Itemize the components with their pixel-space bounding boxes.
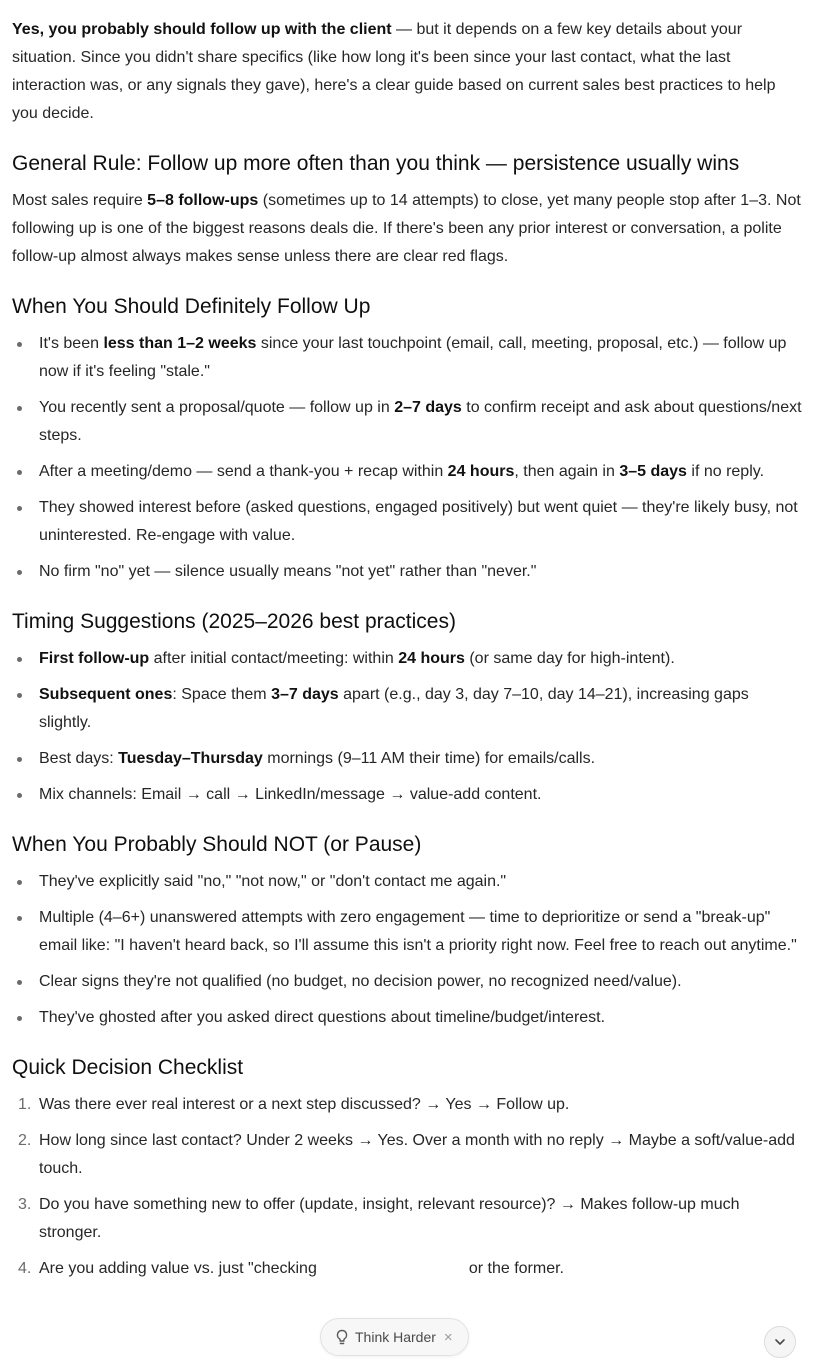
timing-list — [12, 645, 802, 809]
item-number: 1. — [18, 1096, 32, 1113]
bold-text: less than 1–2 weeks — [103, 335, 257, 352]
chevron-down-icon — [773, 1335, 787, 1349]
list-item — [12, 330, 802, 386]
close-icon[interactable]: × — [443, 1328, 453, 1346]
text: : Space them — [172, 686, 272, 703]
heading-should-not: When You Probably Should NOT (or Pause) — [12, 833, 422, 856]
list-item — [12, 1127, 802, 1183]
text: Was there ever real interest or a next step discussed? → Yes → Follow up. — [39, 1096, 570, 1113]
think-harder-label: Think Harder — [355, 1329, 436, 1345]
general-bold: 5–8 follow-ups — [147, 192, 259, 209]
checklist-list — [12, 1091, 802, 1283]
bold-text: 24 hours — [447, 463, 515, 480]
text: if no reply. — [686, 463, 765, 480]
text: or the former. — [468, 1260, 564, 1277]
text: , then again in — [514, 463, 620, 480]
lightbulb-icon — [335, 1329, 349, 1345]
list-item: Multiple (4–6+) unanswered attempts with zero engagement — time to deprioritize or send a "break-up" email like: "I haven't heard back, so I'll assume this isn't a priority right now. Feel free to reach out anytime." — [12, 904, 802, 960]
bold-text: 24 hours — [398, 650, 465, 667]
heading-general-rule: General Rule: Follow up more often than you think — persistence usually wins — [12, 152, 740, 175]
text: mornings (9–11 AM their time) for emails/calls. — [262, 750, 596, 767]
definitely-list — [12, 330, 802, 586]
general-rule-paragraph — [12, 187, 802, 271]
text: You recently sent a proposal/quote — follow up in — [39, 399, 395, 416]
text: How long since last contact? Under 2 weeks → Yes. Over a month with no reply → Maybe a soft/value-add touch. — [39, 1132, 795, 1177]
bold-text: Tuesday–Thursday — [118, 750, 263, 767]
text: Best days: — [39, 750, 119, 767]
item-number: 3. — [18, 1196, 32, 1213]
list-item: They showed interest before (asked questions, engaged positively) but went quiet — they're likely busy, not uninterested. Re-engage with value. — [12, 494, 802, 550]
text: After a meeting/demo — send a thank-you + recap within — [39, 463, 448, 480]
list-item — [12, 394, 802, 450]
bold-text: 3–5 days — [619, 463, 687, 480]
general-text-1: Most sales require — [12, 192, 148, 209]
intro-text: — but it depends on a few key details about your situation. Since you didn't share specifics (like how long it's been since your last contact, what the last interaction was, or any signals they gave), here's a clear guide based on current sales best practices to help you decide. — [12, 21, 776, 122]
list-item — [12, 745, 802, 773]
list-item — [12, 1255, 802, 1283]
should-not-list — [12, 868, 802, 1032]
item-number: 2. — [18, 1132, 32, 1149]
list-item — [12, 458, 802, 486]
text: to confirm receipt and ask about questions/next steps. — [39, 399, 802, 444]
bold-text: 3–7 days — [271, 686, 339, 703]
list-item — [12, 1091, 802, 1119]
heading-timing: Timing Suggestions (2025–2026 best practices) — [12, 610, 456, 633]
text: It's been — [39, 335, 104, 352]
list-item: They've ghosted after you asked direct questions about timeline/budget/interest. — [12, 1004, 802, 1032]
text: Do you have something new to offer (update, insight, relevant resource)? → Makes follow-up much stronger. — [39, 1196, 740, 1241]
list-item: Clear signs they're not qualified (no budget, no decision power, no recognized need/value). — [12, 968, 802, 996]
response-content — [12, 16, 802, 1283]
bold-text: Subsequent ones — [39, 686, 173, 703]
bold-text: First follow-up — [39, 650, 150, 667]
list-item — [12, 1191, 802, 1247]
text: after initial contact/meeting: within — [149, 650, 399, 667]
intro-lead: Yes, you probably should follow up with the client — [12, 21, 392, 38]
list-item — [12, 645, 802, 673]
heading-checklist: Quick Decision Checklist — [12, 1056, 244, 1079]
text: since your last touchpoint (email, call, meeting, proposal, etc.) — follow up now if it's feeling "stale." — [39, 335, 787, 380]
scroll-down-button[interactable] — [764, 1326, 796, 1358]
list-item: They've explicitly said "no," "not now," or "don't contact me again." — [12, 868, 802, 896]
think-harder-button[interactable] — [320, 1318, 469, 1356]
item-number: 4. — [18, 1260, 32, 1277]
list-item: Mix channels: Email → call → LinkedIn/message → value-add content. — [12, 781, 802, 809]
text: Are you adding value vs. just "checking — [39, 1260, 317, 1277]
text: apart (e.g., day 3, day 7–10, day 14–21), increasing gaps slightly. — [39, 686, 749, 731]
list-item — [12, 681, 802, 737]
bold-text: 2–7 days — [394, 399, 462, 416]
heading-definitely: When You Should Definitely Follow Up — [12, 295, 371, 318]
general-text-2: (sometimes up to 14 attempts) to close, yet many people stop after 1–3. Not following up is one of the biggest reasons deals die. If there's been any prior interest or conversation, a polite follow-up almost always makes sense unless there are clear red flags. — [12, 192, 801, 265]
text: (or same day for high-intent). — [464, 650, 675, 667]
intro-paragraph — [12, 16, 802, 128]
list-item: No firm "no" yet — silence usually means "not yet" rather than "never." — [12, 558, 802, 586]
